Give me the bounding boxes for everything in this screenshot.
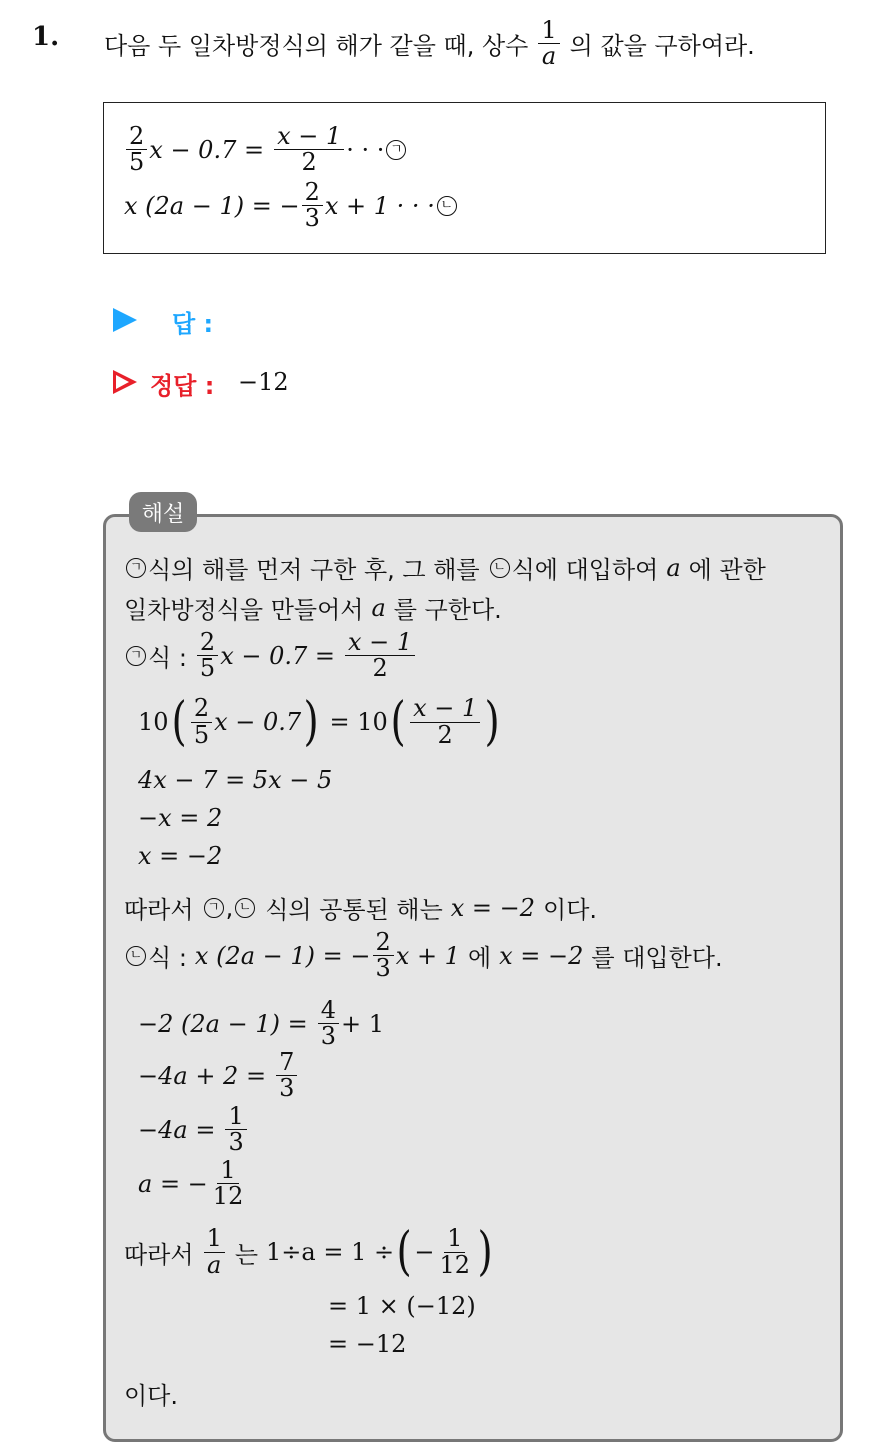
u2-den: 3 — [279, 1074, 295, 1103]
solution-step-s3: 4x − 7 = 5x − 5 — [138, 766, 333, 794]
correct-value: −12 — [238, 368, 289, 396]
solution-step-u4 — [138, 1158, 248, 1209]
common-sep: , — [225, 893, 234, 922]
u3-fraction — [225, 1104, 246, 1155]
question-frac-num: 1 — [538, 18, 559, 44]
final-text-a: 따라서 — [124, 1240, 194, 1269]
intro1-var: a — [666, 553, 681, 582]
circled-nieun-icon: ㄴ — [126, 946, 146, 966]
s2-fraction — [191, 696, 212, 747]
answer-arrow-icon — [113, 308, 137, 332]
u4-num: 1 — [217, 1158, 238, 1184]
eq1-frac-den: 5 — [129, 148, 145, 177]
s1-mid: x − 0.7 = — [220, 641, 335, 670]
circled-giyeok-icon: ㄱ — [126, 558, 146, 578]
question-fraction — [538, 18, 559, 69]
circled-nieun-icon: ㄴ — [437, 196, 457, 216]
u2-fraction — [276, 1050, 297, 1101]
s2-num: 2 — [191, 696, 212, 722]
solution-step1-equation — [124, 630, 417, 681]
common-text-c: 이다. — [543, 896, 598, 924]
step2-label: 식 : — [148, 944, 187, 973]
solution-final-line-1: 따라서 $\frac{1}{a}$ 는 1÷a = 1 ÷ ( − $\frac{1}{12}$ ) — [124, 1222, 493, 1282]
u1-fraction — [318, 998, 339, 1049]
solution-closing: 이다. — [124, 1382, 178, 1410]
eq1-rhs-den: 2 — [301, 148, 317, 177]
s2-mid: x − 0.7 — [214, 708, 302, 736]
correct-label: 정답 : — [150, 372, 215, 400]
answer-label: 답 : — [172, 310, 214, 338]
s1-den: 5 — [199, 654, 216, 683]
final-inner-fraction — [437, 1226, 474, 1277]
intro2-text-a: 일차방정식을 만들어서 — [124, 596, 364, 624]
step1-label: 식 : — [148, 644, 187, 673]
solution-intro-line-2 — [124, 590, 502, 625]
s2-rhs-num: x − 1 — [410, 696, 480, 722]
eq1-mid: x − 0.7 = — [149, 135, 265, 164]
s2-rhs-den: 2 — [437, 720, 453, 749]
circled-nieun-icon: ㄴ — [235, 898, 255, 918]
final-in-sign: − — [414, 1238, 435, 1266]
solution-final-line-3: = −12 — [328, 1330, 407, 1358]
final-den: a — [207, 1250, 222, 1279]
eq2-frac-den: 3 — [304, 204, 320, 233]
t1-num: 2 — [373, 930, 394, 956]
solution-final-line-2: = 1 × (−12) — [328, 1292, 476, 1320]
circled-nieun-icon: ㄴ — [490, 558, 510, 578]
eq1-rhs-num: x − 1 — [274, 124, 344, 150]
u4-fraction — [210, 1158, 247, 1209]
intro2-text-b: 를 구한다. — [393, 596, 502, 624]
u3-num: 1 — [225, 1104, 246, 1130]
final-num: 1 — [204, 1226, 225, 1252]
s2-b: = 10 — [329, 708, 388, 736]
solution-step-u2 — [138, 1050, 299, 1101]
eq1-fraction — [126, 124, 147, 175]
correct-arrow-icon — [113, 370, 137, 394]
solution-step-u3 — [138, 1104, 249, 1155]
intro1-text-a: 식의 해를 먼저 구한 후, 그 해를 — [148, 556, 480, 584]
final-fraction — [204, 1226, 225, 1277]
t1-den: 3 — [375, 954, 391, 983]
circled-giyeok-icon: ㄱ — [126, 646, 146, 666]
t1-lhs: x (2a − 1) = − — [194, 941, 371, 970]
intro1-text-c: 에 관한 — [688, 556, 766, 584]
u1-tail: + 1 — [340, 1009, 384, 1038]
solution-intro-line-1 — [124, 550, 766, 585]
solution-step-u1 — [138, 998, 384, 1049]
eq1-rhs-fraction — [274, 124, 344, 175]
circled-giyeok-icon: ㄱ — [386, 140, 406, 160]
final-in-num: 1 — [444, 1226, 465, 1252]
t1-fraction — [373, 930, 394, 981]
question-text-before: 다음 두 일차방정식의 해가 같을 때, 상수 — [104, 32, 529, 61]
u3-lhs: −4a = — [138, 1115, 216, 1144]
common-text-b: 식의 공통된 해는 — [265, 896, 443, 924]
u4-den: 12 — [212, 1182, 244, 1211]
u1-lhs: −2 (2a − 1) = — [138, 1009, 308, 1038]
question-frac-den: a — [541, 42, 557, 71]
solution-step-s5: x = −2 — [138, 842, 223, 870]
u2-lhs: −4a + 2 = — [138, 1061, 267, 1090]
solution-tab: 해설 — [129, 492, 197, 532]
u4-lhs: a = − — [138, 1169, 208, 1198]
t1-tail: x + 1 — [395, 941, 460, 970]
s2-den: 5 — [193, 720, 210, 749]
problem-number: 1. — [32, 22, 60, 52]
s1-rhs-den: 2 — [372, 654, 388, 683]
t1-text-c: 를 대입한다. — [591, 944, 723, 973]
t1-eq: x = −2 — [499, 941, 584, 970]
s1-rhs-num: x − 1 — [345, 630, 415, 656]
common-text-a: 따라서 — [124, 896, 194, 924]
s1-num: 2 — [197, 630, 218, 656]
final-text-c: 1÷a = 1 ÷ — [266, 1238, 395, 1266]
intro2-var: a — [371, 593, 386, 622]
equation-2 — [124, 180, 459, 231]
s1-fraction — [197, 630, 218, 681]
eq2-lhs: x (2a − 1) = − — [124, 191, 300, 220]
solution-step1-multiply: 10 ( $\frac{2}{5}$ x − 0.7 ) = 10 ( $\frac{x - 1}{2}$ ) — [138, 692, 501, 752]
u2-num: 7 — [276, 1050, 297, 1076]
common-eq: x = −2 — [450, 893, 536, 922]
eq1-frac-num: 2 — [126, 124, 147, 150]
s1-rhs-fraction — [345, 630, 415, 681]
s2-rhs-fraction — [410, 696, 480, 747]
eq1-tail: · · · — [346, 135, 385, 164]
solution-common-solution — [124, 890, 597, 925]
solution-step2-equation — [124, 930, 723, 981]
u1-den: 3 — [320, 1022, 336, 1051]
question-text-after: 의 값을 구하여라. — [569, 32, 755, 61]
solution-step-s4: −x = 2 — [138, 804, 223, 832]
intro1-text-b: 식에 대입하여 — [511, 556, 659, 584]
u1-num: 4 — [318, 998, 339, 1024]
equation-1 — [124, 124, 408, 175]
final-text-b: 는 — [234, 1240, 259, 1269]
eq2-fraction — [302, 180, 323, 231]
u3-den: 3 — [228, 1128, 244, 1157]
circled-giyeok-icon: ㄱ — [204, 898, 224, 918]
eq2-tail: x + 1 · · · — [324, 191, 435, 220]
eq2-frac-num: 2 — [302, 180, 323, 206]
final-in-den: 12 — [439, 1250, 471, 1279]
problem-question — [104, 18, 755, 69]
s2-a: 10 — [138, 708, 169, 736]
t1-text-b: 에 — [467, 944, 492, 973]
